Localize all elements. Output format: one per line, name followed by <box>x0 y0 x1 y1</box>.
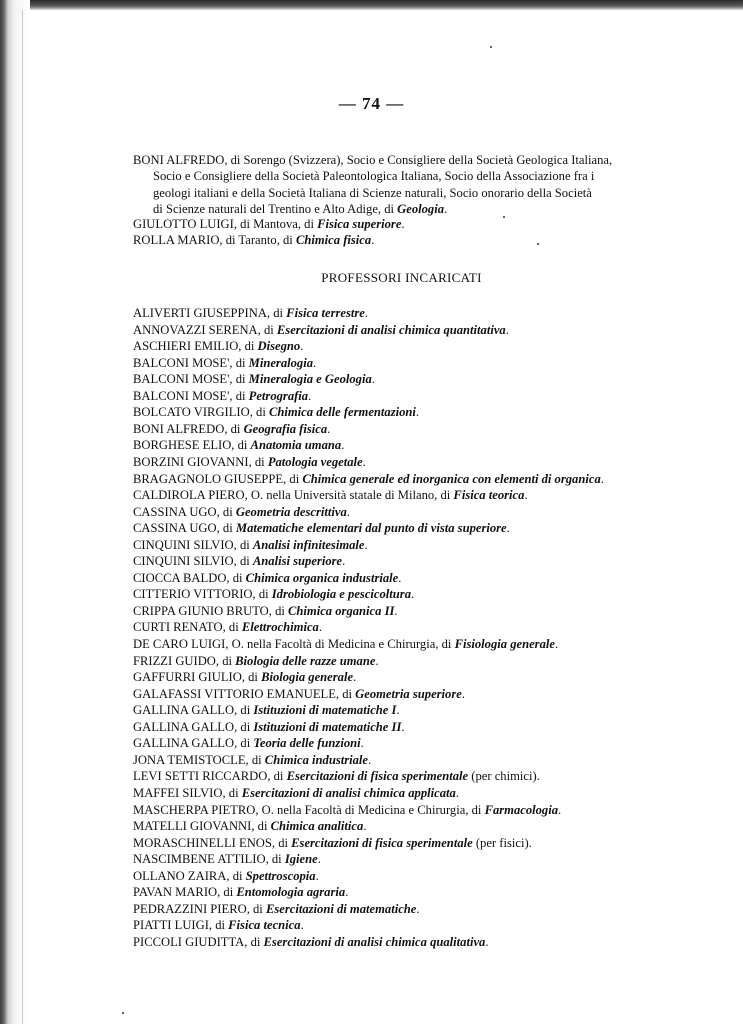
entry <box>133 868 319 884</box>
entry-name: BALCONI MOSE' <box>133 389 230 403</box>
entry <box>133 619 322 635</box>
entry-after: . <box>411 587 415 601</box>
entry-text: , di <box>229 356 249 370</box>
entry-subject: Petrografia <box>248 389 309 403</box>
entry <box>133 901 420 917</box>
section-heading: PROFESSORI INCARICATI <box>321 270 482 285</box>
entry-after: . <box>341 438 345 452</box>
entry-text: , di <box>229 372 249 386</box>
entry-subject: Chimica analitica <box>270 819 364 833</box>
entry-name: FRIZZI GUIDO <box>133 654 216 668</box>
entry <box>133 338 303 354</box>
entry <box>133 454 366 470</box>
entry-subject: Esercitazioni di analisi chimica quantitativa <box>276 323 506 337</box>
entry-subject: Geometria superiore <box>355 687 462 701</box>
entry-after: . <box>317 852 321 866</box>
entry-subject: Esercitazioni di analisi chimica qualitativa <box>263 935 486 949</box>
entry-subject: Esercitazioni di analisi chimica applicata <box>241 786 456 800</box>
entry-subject: Matematiche elementari dal punto di vista superiore <box>235 521 507 535</box>
entry-subject: Istituzioni di matematiche II <box>253 720 402 734</box>
entry-text: , di <box>234 720 254 734</box>
entry-name: GIULOTTO LUIGI <box>133 217 234 231</box>
entry-name: NASCIMBENE ATTILIO <box>133 852 266 866</box>
entry <box>133 570 401 586</box>
entry-name: BRAGAGNOLO GIUSEPPE <box>133 472 284 486</box>
entry-subject: Geologia <box>397 202 445 217</box>
entry-after: . <box>315 869 319 883</box>
entry-after: . <box>506 521 510 535</box>
entry-subject: Elettrochimica <box>241 620 319 634</box>
entry-name: CURTI RENATO <box>133 620 223 634</box>
entry-after: . <box>327 422 331 436</box>
entry-name: CINQUINI SILVIO <box>133 554 234 568</box>
entry <box>133 603 398 619</box>
entry-text: , di <box>335 687 356 701</box>
entry-after: . <box>600 472 604 486</box>
scan-speck <box>490 46 492 48</box>
entry-text: , di <box>216 505 236 519</box>
entry-subject: Chimica fisica <box>295 233 372 247</box>
entry-subject: Mineralogia <box>248 356 314 370</box>
entry-after: . <box>398 571 402 585</box>
entry <box>133 371 375 387</box>
entry-after: . <box>300 918 304 932</box>
entry <box>133 305 368 321</box>
entry-subject: Farmacologia <box>484 803 559 817</box>
entry <box>133 719 405 735</box>
scan-top-edge <box>0 0 743 10</box>
entry-name: PICCOLI GIUDITTA <box>133 935 245 949</box>
scan-speck <box>122 1012 124 1014</box>
scan-margin-line <box>22 10 23 1024</box>
entry-after: . <box>416 902 420 916</box>
entry-after: . <box>360 736 364 750</box>
entry-text: , di <box>268 604 289 618</box>
entry-text: , di <box>244 935 264 949</box>
entry-subject: Fisica superiore <box>317 217 402 231</box>
entry-after: . <box>394 604 398 618</box>
entry-after: . <box>401 720 405 734</box>
entry-name: MORASCHINELLI ENOS <box>133 836 272 850</box>
entry-name: BONI ALFREDO <box>133 153 225 167</box>
entry <box>133 355 316 371</box>
entry-name: CRIPPA GIUNIO BRUTO <box>133 604 269 618</box>
entry-text: , di <box>265 852 285 866</box>
entry-name: LEVI SETTI RICCARDO <box>133 769 268 783</box>
entry-text: , di <box>238 339 258 353</box>
entry-continuation: Socio e Consigliere della Società Paleontologica Italiana, Socio della Associazione fra i <box>153 169 595 184</box>
entry-after: . <box>461 687 466 701</box>
entry <box>133 669 356 685</box>
scan-binding-edge <box>0 0 30 1024</box>
entry <box>133 437 344 453</box>
entry-text: , di <box>215 654 236 668</box>
entry <box>133 152 683 218</box>
scan-speck <box>537 243 539 245</box>
entry-after: . <box>300 339 304 353</box>
entry <box>133 735 364 751</box>
entry-after: . <box>364 538 368 552</box>
entry-after: . <box>318 620 322 634</box>
entry-after: (per fisici). <box>472 836 532 850</box>
entry-subject: Chimica generale ed inorganica con elementi di organica <box>302 472 601 486</box>
entry-name: CIOCCA BALDO <box>133 571 227 585</box>
entry-name: ALIVERTI GIUSEPPINA <box>133 306 267 320</box>
entry-text: , di <box>246 902 266 916</box>
entry <box>133 934 489 950</box>
entry-subject: Anatomia umana <box>250 438 342 452</box>
entry-continuation: di Scienze naturali del Trentino e Alto Adige, di Geologia. <box>153 202 448 217</box>
entry-after: . <box>345 885 349 899</box>
entry <box>133 835 532 851</box>
entry-name: GALLINA GALLO <box>133 703 235 717</box>
entry <box>133 322 509 338</box>
entry-text: , di Taranto, di <box>219 233 296 247</box>
entry-after: . <box>396 703 400 717</box>
entry <box>133 404 419 420</box>
entry-text: , di <box>249 405 269 419</box>
entry <box>133 653 379 669</box>
entry <box>133 553 345 569</box>
entry-subject: Fisica tecnica <box>228 918 301 932</box>
entry-text: , di <box>222 620 242 634</box>
entry-after: . <box>313 356 317 370</box>
entry-text: , di <box>245 753 265 767</box>
entry-subject: Chimica delle fermentazioni <box>268 405 416 419</box>
entry-after: . <box>444 202 448 217</box>
entry-name: BORZINI GIOVANNI <box>133 455 249 469</box>
entry-subject: Chimica industriale <box>264 753 369 767</box>
entry <box>133 686 465 702</box>
entry-text: , di <box>241 670 262 684</box>
entry-name: CASSINA UGO <box>133 505 217 519</box>
entry <box>133 851 321 867</box>
entry-after: . <box>505 323 509 337</box>
entry-subject: Disegno <box>257 339 301 353</box>
entry-subject: Entomologia agraria <box>236 885 346 899</box>
entry <box>133 232 374 248</box>
entry-subject: Analisi infinitesimale <box>252 538 365 552</box>
entry-name: PEDRAZZINI PIERO <box>133 902 247 916</box>
entry-text: , di <box>252 587 272 601</box>
entry-after: . <box>558 803 562 817</box>
entry-after: . <box>353 670 357 684</box>
entry-name: ANNOVAZZI SERENA <box>133 323 258 337</box>
entry <box>133 471 604 487</box>
entry <box>133 586 414 602</box>
entry-after: . <box>371 372 375 386</box>
entry-text: , di <box>234 736 254 750</box>
entry-name: BORGHESE ELIO <box>133 438 232 452</box>
entry-text: , di <box>222 786 242 800</box>
entry-text: , di <box>257 323 277 337</box>
entry <box>133 884 348 900</box>
entry-text: , di <box>233 554 253 568</box>
entry-subject: Igiene <box>284 852 318 866</box>
entry-after: . <box>342 554 346 568</box>
entry-text: , di <box>267 769 287 783</box>
entry-text: , di <box>234 703 254 717</box>
entry-name: MAFFEI SILVIO <box>133 786 223 800</box>
entry-text: , di <box>229 389 249 403</box>
entry-after: . <box>308 389 312 403</box>
entry-name: OLLANO ZAIRA <box>133 869 227 883</box>
entry <box>133 504 350 520</box>
entry-text: , di Sorengo (Svizzera), Socio e Consigliere della Società Geologica Italiana, <box>224 153 613 167</box>
entry <box>133 752 371 768</box>
entry-subject: Fisica terrestre <box>286 306 365 320</box>
entry-text: , di <box>208 918 229 932</box>
entry-text: , di <box>271 836 292 850</box>
entry <box>133 636 558 652</box>
entry-text: , di <box>231 438 251 452</box>
entry-name: BONI ALFREDO <box>133 422 225 436</box>
entry-after: . <box>362 455 366 469</box>
entry-text: , di <box>226 869 246 883</box>
entry-subject: Fisica teorica <box>453 488 525 502</box>
entry-text: , di <box>248 455 268 469</box>
entry-text: , O. nella Università statale di Milano, di <box>244 488 454 502</box>
entry-subject: Istituzioni di matematiche I <box>253 703 397 717</box>
entry-subject: Patologia vegetale <box>267 455 363 469</box>
entry-continuation: geologi italiani e della Società Italiana di Scienze naturali, Socio onorario della Società <box>153 185 592 200</box>
entry-after: . <box>415 405 420 419</box>
entry-after: . <box>364 306 369 320</box>
entry-subject: Fisiologia generale <box>454 637 555 651</box>
entry-name: BOLCATO VIRGILIO <box>133 405 250 419</box>
entry <box>133 768 540 784</box>
entry-name: GALLINA GALLO <box>133 736 235 750</box>
entry <box>133 216 405 232</box>
entry <box>133 537 368 553</box>
entry-text: , di <box>283 472 303 486</box>
entry-name: CALDIROLA PIERO <box>133 488 245 502</box>
entry-after: . <box>346 505 350 519</box>
entry-text: , di <box>266 306 287 320</box>
entry-text: , di <box>224 422 244 436</box>
entry-after: . <box>375 654 379 668</box>
entry-subject: Spettroscopia <box>245 869 316 883</box>
entry-name: GALLINA GALLO <box>133 720 235 734</box>
entry-text: , di Mantova, di <box>233 217 318 231</box>
entry-subject: Analisi superiore <box>252 554 343 568</box>
entry-name: DE CARO LUIGI <box>133 637 226 651</box>
entry-after: . <box>371 233 375 247</box>
entry-name: GALAFASSI VITTORIO EMANUELE <box>133 687 336 701</box>
entry-name: PIATTI LUIGI <box>133 918 209 932</box>
entry <box>133 702 400 718</box>
entry-after: . <box>401 217 405 231</box>
entry-subject: Biologia delle razze umane <box>235 654 376 668</box>
entry-after: . <box>524 488 528 502</box>
entry-name: BALCONI MOSE' <box>133 372 230 386</box>
entry-text: , di <box>216 521 236 535</box>
entry-name: JONA TEMISTOCLE <box>133 753 246 767</box>
entry-text: , O. nella Facoltà di Medicina e Chirurgia, di <box>255 803 485 817</box>
entry <box>133 785 459 801</box>
entry-after: . <box>554 637 559 651</box>
entry-subject: Teoria delle funzioni <box>253 736 361 750</box>
entry-text: , di <box>233 538 253 552</box>
entry-name: CINQUINI SILVIO <box>133 538 234 552</box>
entry-after: . <box>455 786 459 800</box>
entry <box>133 487 528 503</box>
entry-subject: Esercitazioni di matematiche <box>265 902 417 916</box>
entry-name: GAFFURRI GIULIO <box>133 670 242 684</box>
page-number: — 74 — <box>338 94 405 113</box>
entry <box>133 421 330 437</box>
entry-text: , di <box>226 571 246 585</box>
entry-name: CASSINA UGO <box>133 521 217 535</box>
entry-name: PAVAN MARIO <box>133 885 218 899</box>
entry-name: MATELLI GIOVANNI <box>133 819 252 833</box>
entry <box>133 802 561 818</box>
entry-name: ROLLA MARIO <box>133 233 220 247</box>
entry-subject: Idrobiologia e pescicoltura <box>271 587 411 601</box>
entry-subject: Chimica organica II <box>288 604 395 618</box>
entry-subject: Geometria descrittiva <box>235 505 347 519</box>
entry-text: , di <box>251 819 271 833</box>
entry-subject: Mineralogia e Geologia <box>248 372 372 386</box>
entry-name: BALCONI MOSE' <box>133 356 230 370</box>
entry-name: ASCHIERI EMILIO <box>133 339 239 353</box>
entry-subject: Esercitazioni di fisica sperimentale <box>291 836 473 850</box>
entry-after: (per chimici). <box>468 769 540 783</box>
entry-subject: Biologia generale <box>261 670 354 684</box>
scan-speck <box>503 216 505 218</box>
entry-name: MASCHERPA PIETRO <box>133 803 256 817</box>
entry <box>133 520 510 536</box>
entry-after: . <box>368 753 372 767</box>
entry <box>133 818 366 834</box>
entry-after: . <box>485 935 489 949</box>
entry-subject: Chimica organica industriale <box>245 571 399 585</box>
entry <box>133 917 304 933</box>
entry-subject: Esercitazioni di fisica sperimentale <box>286 769 469 783</box>
entry-text: , O. nella Facoltà di Medicina e Chirurgia, di <box>225 637 455 651</box>
entry-subject: Geografia fisica <box>243 422 328 436</box>
entry-after: . <box>363 819 367 833</box>
entry-text: , di <box>217 885 237 899</box>
entry <box>133 388 311 404</box>
entry-name: CITTERIO VITTORIO <box>133 587 253 601</box>
